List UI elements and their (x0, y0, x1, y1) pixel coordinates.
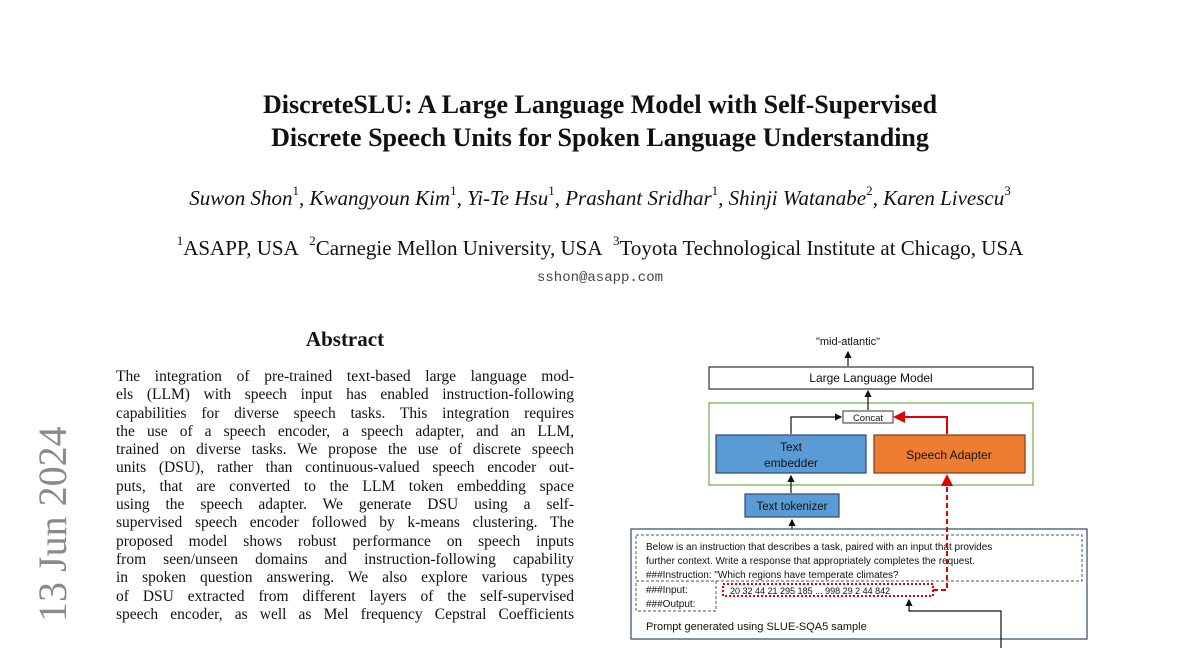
prompt-line-3: ###Instruction: "Which regions have temperate climates? (646, 570, 899, 581)
affiliation-list (0, 233, 1200, 261)
title-line-1: DiscreteSLU: A Large Language Model with Self-Supervised (262, 90, 938, 119)
text-tokenizer-label: Text tokenizer (756, 501, 828, 513)
abstract-line: from seen/unseen domains and instruction-following capability (116, 550, 574, 568)
title-line-2: Discrete Speech Units for Spoken Language Understanding (271, 123, 929, 152)
abstract-line: capabilities for diverse speech tasks. This integration requires (116, 404, 574, 422)
llm-label: Large Language Model (809, 371, 933, 385)
abstract-line: supervised speech encoder followed by k-means clustering. The (116, 514, 574, 532)
paper-title (0, 88, 1200, 154)
abstract-line: The integration of pre-trained text-based large language mod- (116, 368, 574, 385)
abstract-line: of DSU extracted from different layers of the self-supervised (116, 587, 574, 605)
abstract-body (116, 368, 574, 624)
abstract-line: using the speech adapter. We generate DSU using a self- (116, 496, 574, 514)
figure-caption: Prompt generated using SLUE-SQA5 sample (646, 621, 867, 633)
abstract-line: units (DSU), rather than continuous-valued speech encoder out- (116, 459, 574, 477)
output-label: "mid-atlantic" (815, 336, 881, 348)
author: Prashant Sridhar$^1$ (565, 183, 719, 210)
prompt-output-label: ###Output: (646, 599, 696, 610)
abstract-line: els (LLM) with speech input has enabled instruction-following (116, 386, 574, 404)
abstract-line: the use of a speech encoder, a speech adapter, and an LLM, (116, 422, 574, 440)
architecture-figure (625, 330, 1095, 648)
affiliation: $^3$Toyota Technological Institute at Chicago, USA (613, 233, 1024, 260)
author-list: Suwon Shon$^1$, Kwangyoun Kim$^1$, Yi-Te Hsu$^1$, Prashant Sridhar$^1$, Shinji Watanabe$^2$, Karen Livescu$^3$ (189, 183, 1011, 210)
prompt-input-label: ###Input: (646, 585, 688, 596)
embedder-concat-arrow (791, 417, 841, 434)
author: Yi-Te Hsu$^1$ (467, 183, 555, 210)
prompt-line-1: Below is an instruction that describes a task, paired with an input that provides (646, 542, 993, 553)
abstract-line: in spoken question answering. We also explore various types (116, 569, 574, 587)
author: Suwon Shon$^1$ (189, 183, 299, 210)
text-embedder-label-2: embedder (763, 456, 819, 470)
author: Kwangyoun Kim$^1$ (309, 183, 457, 210)
abstract-line: puts, that are converted to the LLM token embedding space (116, 477, 574, 495)
author: Karen Livescu$^3$ (883, 183, 1011, 210)
arxiv-date: 13 Jun 2024 (30, 426, 75, 622)
author: Shinji Watanabe$^2$ (728, 183, 873, 210)
affiliation: $^2$Carnegie Mellon University, USA (309, 233, 603, 260)
adapter-concat-arrow (895, 417, 947, 434)
abstract-line: speech encoder, as well as Mel frequency Cepstral Coefficients (116, 605, 574, 623)
abstract-heading: Abstract (305, 327, 385, 351)
abstract-line: proposed model shows robust performance on speech inputs (116, 532, 574, 550)
concat-label: Concat (852, 413, 884, 424)
affiliation: $^1$ASAPP, USA (176, 233, 299, 260)
text-embedder-label-1: Text (779, 440, 803, 454)
dsu-sequence: 20 32 44 21 295 185 ... 998 29 2 44 842 (730, 586, 891, 596)
speech-adapter-label: Speech Adapter (906, 448, 992, 462)
abstract-line: trained on diverse tasks. We propose the use of discrete speech (116, 441, 574, 459)
contact-email[interactable]: sshon@asapp.com (536, 270, 664, 286)
prompt-line-2: further context. Write a response that appropriately completes the request. (646, 556, 975, 567)
